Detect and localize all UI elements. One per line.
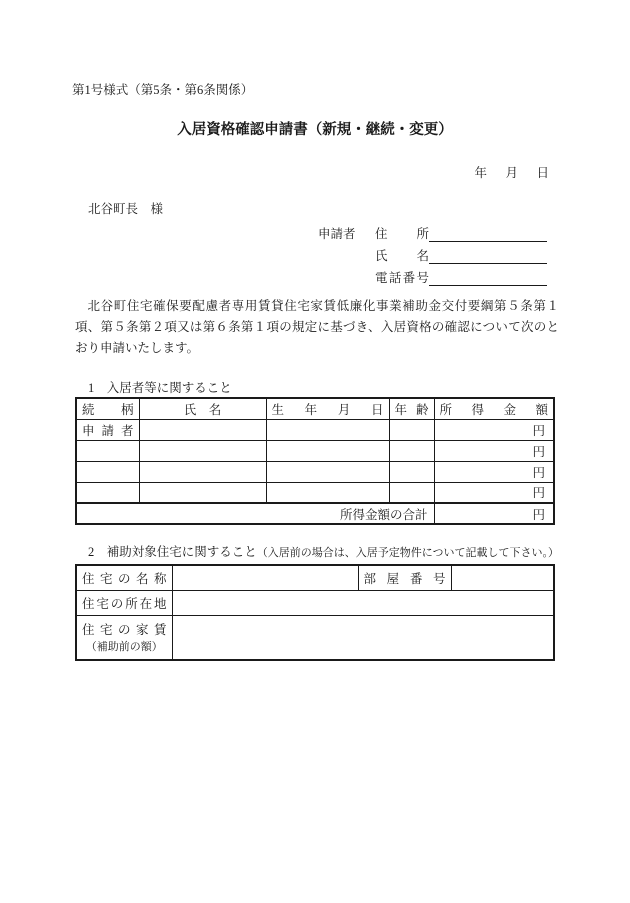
income-total-cell[interactable] (434, 503, 554, 524)
birthdate-cell[interactable] (266, 461, 389, 482)
col-name: 氏 名 (139, 398, 266, 419)
age-cell[interactable] (389, 461, 434, 482)
address-field[interactable] (429, 224, 547, 242)
birthdate-cell[interactable] (266, 419, 389, 440)
applicant-address-row (318, 220, 547, 242)
section2-heading (88, 542, 559, 560)
name-cell[interactable] (139, 461, 266, 482)
rent-label (76, 615, 172, 660)
relationship-cell[interactable] (76, 482, 139, 503)
col-birthdate: 生年月日 (266, 398, 389, 419)
age-cell[interactable] (389, 440, 434, 461)
address-label: 住所 (375, 227, 429, 241)
section1-heading: 1 入居者等に関すること (88, 381, 232, 395)
occupant-row (76, 482, 554, 503)
section2-heading-text: 2 補助対象住宅に関すること (88, 545, 257, 559)
rent-value[interactable] (172, 615, 554, 660)
relationship-cell[interactable] (76, 440, 139, 461)
property-table (75, 564, 555, 661)
occupant-row (76, 440, 554, 461)
occupant-row (76, 461, 554, 482)
name-cell[interactable] (139, 482, 266, 503)
room-number-value[interactable] (451, 565, 554, 590)
yen-unit: 円 (532, 423, 545, 438)
applicant-block (318, 220, 547, 286)
property-name-value[interactable] (172, 565, 358, 590)
income-cell[interactable] (434, 440, 554, 461)
yen-unit: 円 (532, 486, 545, 501)
phone-label: 電話番号 (375, 271, 429, 285)
yen-unit: 円 (532, 507, 545, 522)
room-number-label: 部屋番号 (358, 565, 451, 590)
birthdate-cell[interactable] (266, 440, 389, 461)
date-line: 年 月 日 (474, 166, 552, 180)
yen-unit: 円 (532, 444, 545, 459)
col-income: 所得金額 (434, 398, 554, 419)
property-name-row (76, 565, 554, 590)
col-age: 年齢 (389, 398, 434, 419)
applicant-name-row (318, 242, 547, 264)
occupants-header-row (76, 398, 554, 419)
income-cell[interactable] (434, 482, 554, 503)
property-address-label: 住宅の所在地 (76, 590, 172, 615)
occupant-row (76, 419, 554, 440)
age-cell[interactable] (389, 482, 434, 503)
income-total-label: 所得金額の合計 (76, 503, 434, 524)
form-number: 第1号様式（第5条・第6条関係） (72, 83, 254, 97)
property-address-value[interactable] (172, 590, 554, 615)
age-cell[interactable] (389, 419, 434, 440)
income-cell[interactable] (434, 419, 554, 440)
yen-unit: 円 (532, 465, 545, 480)
addressee: 北谷町長 様 (88, 202, 164, 216)
property-address-row (76, 590, 554, 615)
body-paragraph: 北谷町住宅確保要配慮者専用賃貸住宅家賃低廉化事業補助金交付要綱第５条第１項、第５条第２項又は第６条第１項の規定に基づき、入居資格の確認について次のとおり申請いたします。 (75, 299, 559, 355)
applicant-label: 申請者 (318, 227, 356, 241)
birthdate-cell[interactable] (266, 482, 389, 503)
property-rent-row (76, 615, 554, 660)
rent-label-line1: 住宅の家賃 (82, 623, 167, 638)
page-title: 入居資格確認申請書（新規・継続・変更） (177, 122, 453, 138)
rent-label-line2: （補助前の額） (85, 641, 163, 654)
name-label: 氏名 (375, 249, 429, 263)
relationship-cell[interactable] (76, 461, 139, 482)
relationship-cell: 申請者 (76, 419, 139, 440)
name-cell[interactable] (139, 440, 266, 461)
name-cell[interactable] (139, 419, 266, 440)
name-field[interactable] (429, 246, 547, 264)
phone-field[interactable] (429, 268, 547, 286)
section2-heading-note: （入居前の場合は、入居予定物件について記載して下さい。） (256, 547, 560, 559)
property-name-label: 住宅の名称 (76, 565, 172, 590)
occupants-table (75, 397, 555, 525)
income-total-row (76, 503, 554, 524)
applicant-phone-row (318, 264, 547, 286)
income-cell[interactable] (434, 461, 554, 482)
col-relationship: 続柄 (76, 398, 139, 419)
